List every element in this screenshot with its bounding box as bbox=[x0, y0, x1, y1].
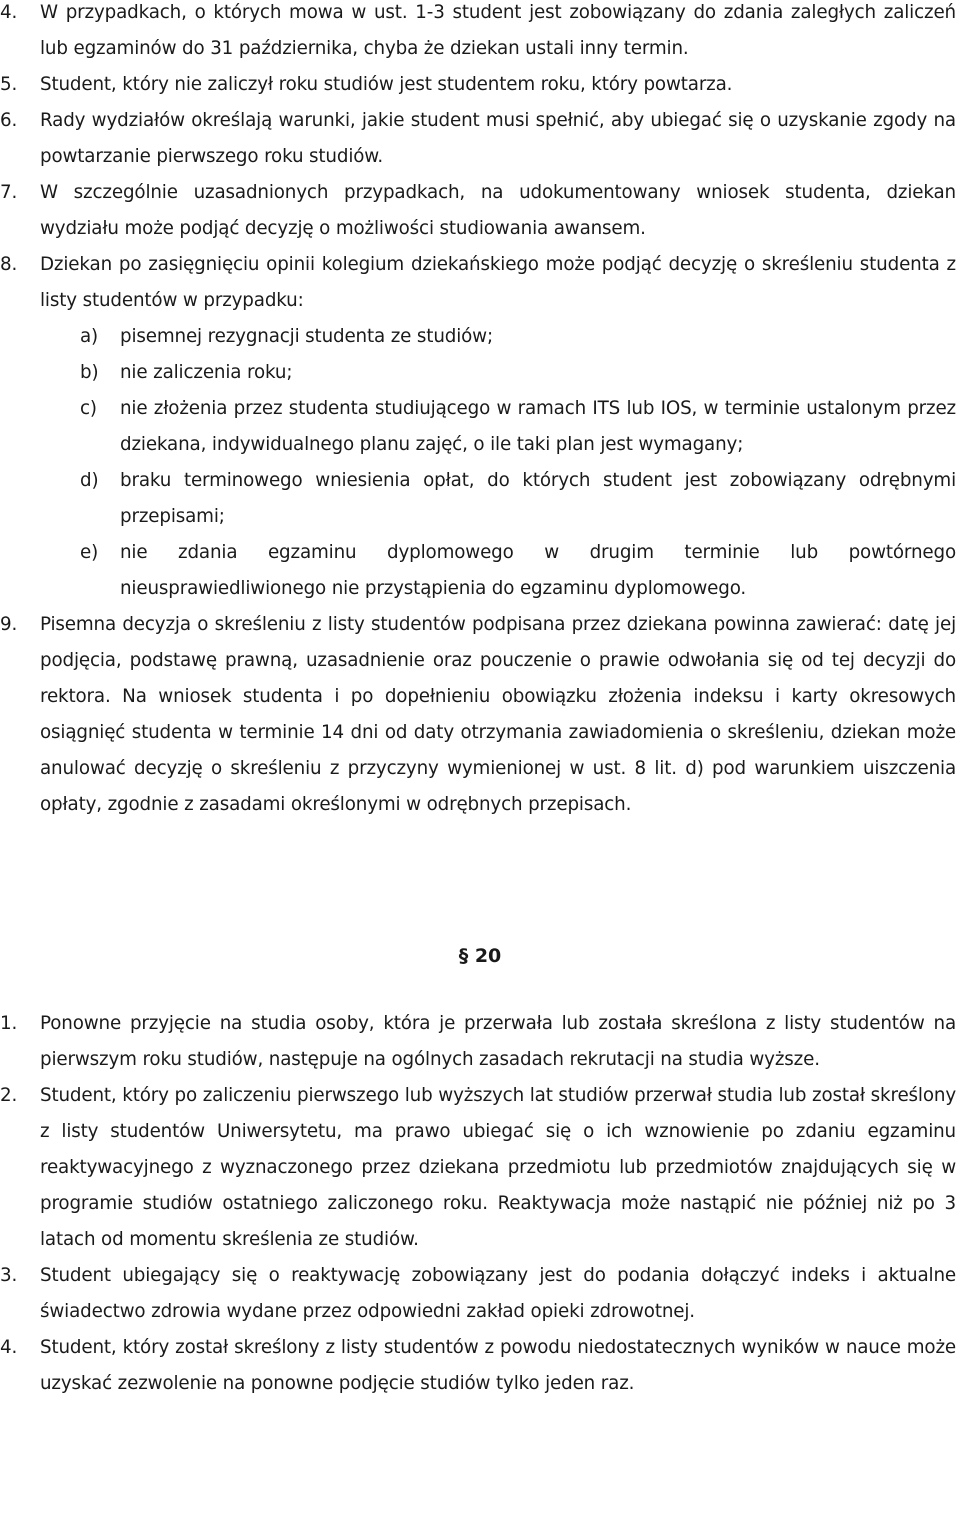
list-item-d bbox=[0, 463, 960, 535]
paragraph-text: Rady wydziałów określają warunki, jakie student musi spełnić, aby ubiegać się o uzyskanie zgody na powtarzanie pierwszego roku studiów. bbox=[40, 110, 956, 167]
paragraph-9 bbox=[0, 607, 960, 823]
paragraph-number: 8. bbox=[0, 254, 18, 275]
paragraph-text: Dziekan po zasięgnięciu opinii kolegium dziekańskiego może podjąć decyzję o skreśleniu studenta z listy studentów w przypadku: bbox=[40, 254, 956, 311]
paragraph-text: Pisemna decyzja o skreśleniu z listy studentów podpisana przez dziekana powinna zawierać: datę jej podjęcia, podstawę prawną, uzasadnienie oraz pouczenie o prawie odwołania się od tej decyzji do rektora. Na wniosek studenta i po dopełnieniu obowiązku złożenia indeksu i karty okresowych osiągnięć studenta w terminie 14 dni od daty otrzymania zawiadomienia o skreśleniu, dziekan może anulować decyzję o skreśleniu z przyczyny wymienionej w ust. 8 lit. d) pod warunkiem uiszczenia opłaty, zgodnie z zasadami określonymi w odrębnych przepisach. bbox=[40, 614, 956, 815]
list-letter: a) bbox=[80, 326, 99, 347]
paragraph-number: 7. bbox=[0, 182, 18, 203]
paragraph-7 bbox=[0, 175, 960, 247]
list-text: nie zaliczenia roku; bbox=[120, 362, 293, 383]
paragraph-5 bbox=[0, 67, 960, 103]
list-text: nie złożenia przez studenta studiującego w ramach ITS lub IOS, w terminie ustalonym przez dziekana, indywidualnego planu zajęć, o ile taki plan jest wymagany; bbox=[120, 398, 956, 455]
paragraph-text: Student, który po zaliczeniu pierwszego lub wyższych lat studiów przerwał studia lub został skreślony z listy studentów Uniwersytetu, ma prawo ubiegać się o ich wznowienie po zdaniu egzaminu reaktywacyjnego z wyznaczonego przez dziekana przedmiotu lub przedmiotów znajdujących się w programie studiów ostatniego zaliczonego roku. Reaktywacja może nastąpić nie później niż po 3 latach od momentu skreślenia ze studiów. bbox=[40, 1085, 956, 1250]
list-item-a bbox=[0, 319, 960, 355]
paragraph-text: W szczególnie uzasadnionych przypadkach, na udokumentowany wniosek studenta, dziekan wydziału może podjąć decyzję o możliwości studiowania awansem. bbox=[40, 182, 956, 239]
list-letter: d) bbox=[80, 470, 99, 491]
list-text: pisemnej rezygnacji studenta ze studiów; bbox=[120, 326, 493, 347]
paragraph-3 bbox=[0, 1258, 960, 1330]
paragraph-number: 2. bbox=[0, 1085, 18, 1106]
paragraph-number: 6. bbox=[0, 110, 18, 131]
paragraph-number: 3. bbox=[0, 1265, 18, 1286]
paragraph-1 bbox=[0, 1006, 960, 1078]
paragraph-text: Student, który został skreślony z listy studentów z powodu niedostatecznych wyników w nauce może uzyskać zezwolenie na ponowne podjęcie studiów tylko jeden raz. bbox=[40, 1337, 956, 1394]
list-item-e bbox=[0, 535, 960, 607]
list-item-b bbox=[0, 355, 960, 391]
list-text: nie zdania egzaminu dyplomowego w drugim terminie lub powtórnego nieusprawiedliwionego nie przystąpienia do egzaminu dyplomowego. bbox=[120, 542, 956, 599]
paragraph-2 bbox=[0, 1078, 960, 1258]
paragraph-4 bbox=[0, 0, 960, 67]
list-letter: e) bbox=[80, 542, 99, 563]
section-20-body bbox=[0, 1006, 960, 1402]
paragraph-text: Student, który nie zaliczył roku studiów jest studentem roku, który powtarza. bbox=[40, 74, 733, 95]
paragraph-text: W przypadkach, o których mowa w ust. 1-3 student jest zobowiązany do zdania zaległych zaliczeń lub egzaminów do 31 października, chyba że dziekan ustali inny termin. bbox=[40, 2, 956, 59]
list-letter: b) bbox=[80, 362, 99, 383]
paragraph-number: 9. bbox=[0, 614, 18, 635]
paragraph-number: 4. bbox=[0, 1337, 18, 1358]
paragraph-text: Student ubiegający się o reaktywację zobowiązany jest do podania dołączyć indeks i aktualne świadectwo zdrowia wydane przez odpowiedni zakład opieki zdrowotnej. bbox=[40, 1265, 956, 1322]
paragraph-4 bbox=[0, 1330, 960, 1402]
paragraph-number: 4. bbox=[0, 2, 18, 23]
paragraph-number: 5. bbox=[0, 74, 18, 95]
list-item-c bbox=[0, 391, 960, 463]
paragraph-8-list bbox=[0, 319, 960, 607]
paragraph-text: Ponowne przyjęcie na studia osoby, która je przerwała lub została skreślona z listy studentów na pierwszym roku studiów, następuje na ogólnych zasadach rekrutacji na studia wyższe. bbox=[40, 1013, 956, 1070]
list-text: braku terminowego wniesienia opłat, do których student jest zobowiązany odrębnymi przepisami; bbox=[120, 470, 956, 527]
section-heading: § 20 bbox=[458, 945, 502, 967]
paragraph-number: 1. bbox=[0, 1013, 18, 1034]
paragraph-6 bbox=[0, 103, 960, 175]
list-letter: c) bbox=[80, 398, 97, 419]
paragraph-8 bbox=[0, 247, 960, 319]
